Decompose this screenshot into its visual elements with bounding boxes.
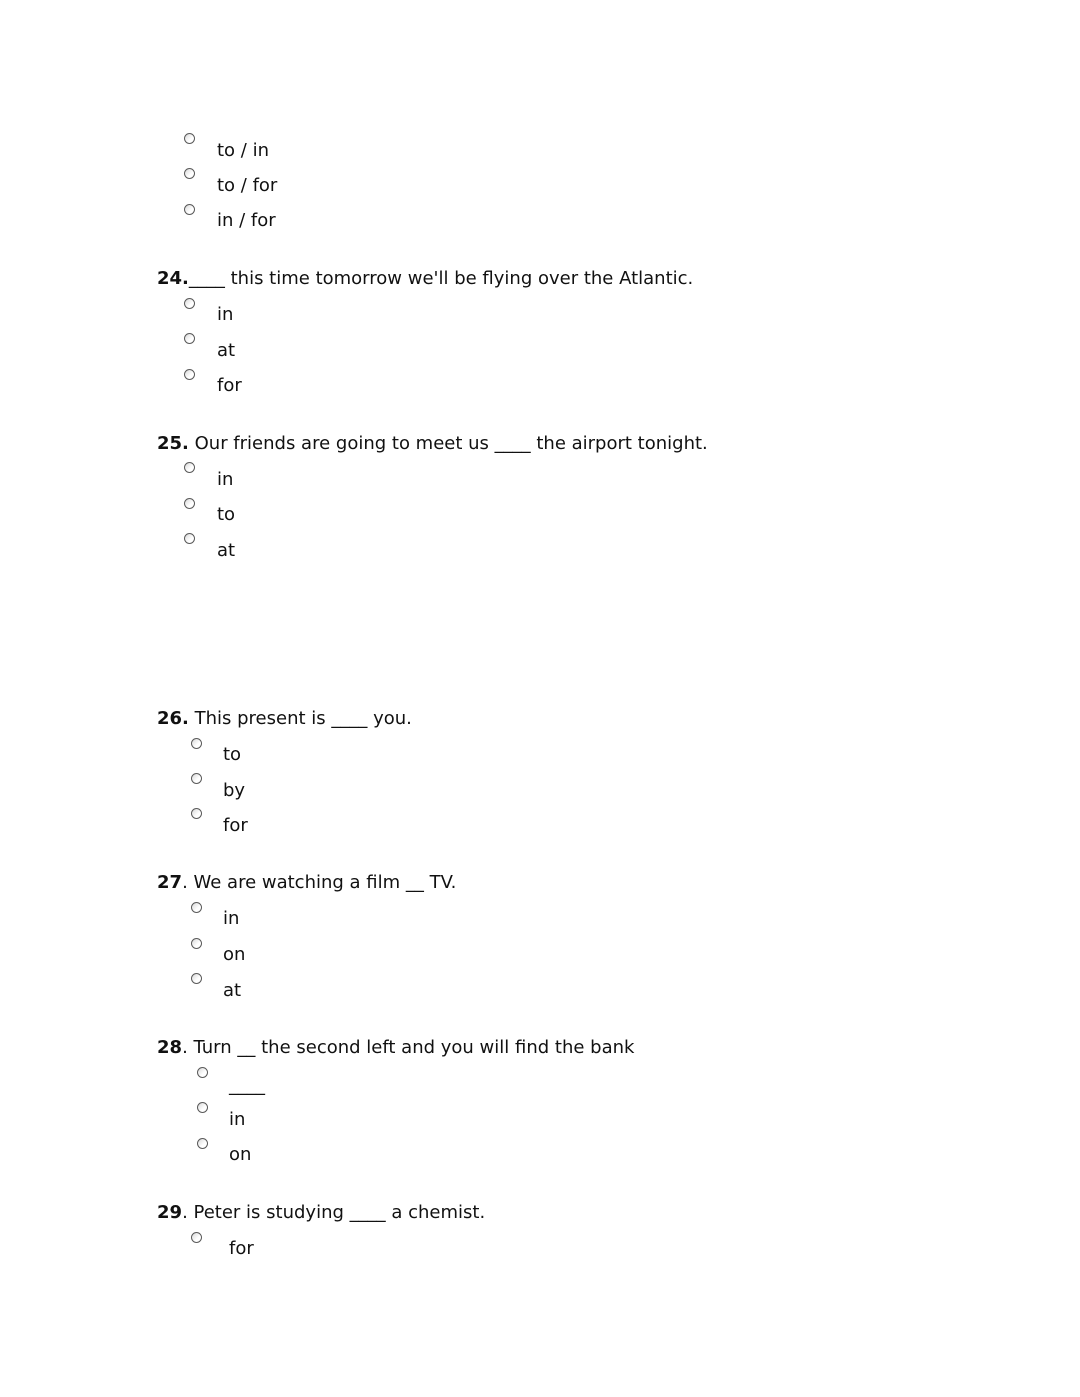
option-label: at (217, 340, 236, 361)
option-label: on (229, 1144, 252, 1165)
radio-button[interactable] (197, 1067, 208, 1078)
option-label: for (217, 375, 242, 396)
radio-button[interactable] (191, 773, 202, 784)
radio-button[interactable] (184, 498, 195, 509)
question-26 (157, 708, 412, 730)
question-text: . We are watching a film __ TV. (182, 872, 457, 893)
question-25 (157, 433, 708, 455)
question-28 (157, 1037, 634, 1059)
question-number: 29 (157, 1202, 183, 1223)
radio-button[interactable] (184, 333, 195, 344)
option-label: ____ (229, 1075, 265, 1096)
radio-button[interactable] (191, 902, 202, 913)
question-29 (157, 1202, 485, 1224)
option-label: to (217, 504, 236, 525)
radio-button[interactable] (191, 808, 202, 819)
option-label: in (229, 1109, 246, 1130)
option-label: by (223, 780, 246, 801)
radio-button[interactable] (197, 1138, 208, 1149)
question-24 (157, 268, 693, 290)
option-label: at (223, 980, 242, 1001)
question-text: Our friends are going to meet us ____ the airport tonight. (188, 433, 708, 454)
radio-button[interactable] (184, 533, 195, 544)
radio-button[interactable] (191, 1232, 202, 1243)
radio-button[interactable] (197, 1102, 208, 1113)
radio-button[interactable] (184, 298, 195, 309)
question-number: 27 (157, 872, 183, 893)
option-label: for (223, 815, 248, 836)
option-label: on (223, 944, 246, 965)
radio-button[interactable] (191, 938, 202, 949)
question-number: 25. (157, 433, 189, 454)
question-number: 28 (157, 1037, 183, 1058)
radio-button[interactable] (191, 738, 202, 749)
option-label: for (229, 1238, 254, 1259)
option-label: to (223, 744, 242, 765)
question-number: 26. (157, 708, 189, 729)
question-text: This present is ____ you. (188, 708, 412, 729)
option-label: in (217, 469, 234, 490)
option-label: to / in (217, 140, 269, 161)
option-label: at (217, 540, 236, 561)
question-text: ____ this time tomorrow we'll be flying over the Atlantic. (188, 268, 694, 289)
radio-button[interactable] (184, 462, 195, 473)
option-label: in (217, 304, 234, 325)
question-number: 24. (157, 268, 189, 289)
radio-button[interactable] (184, 133, 195, 144)
option-label: to / for (217, 175, 278, 196)
option-label: in / for (217, 210, 276, 231)
radio-button[interactable] (184, 204, 195, 215)
radio-button[interactable] (184, 168, 195, 179)
radio-button[interactable] (191, 973, 202, 984)
question-text: . Peter is studying ____ a chemist. (182, 1202, 486, 1223)
radio-button[interactable] (184, 369, 195, 380)
question-27 (157, 872, 456, 894)
option-label: in (223, 908, 240, 929)
question-text: . Turn __ the second left and you will find the bank (182, 1037, 635, 1058)
